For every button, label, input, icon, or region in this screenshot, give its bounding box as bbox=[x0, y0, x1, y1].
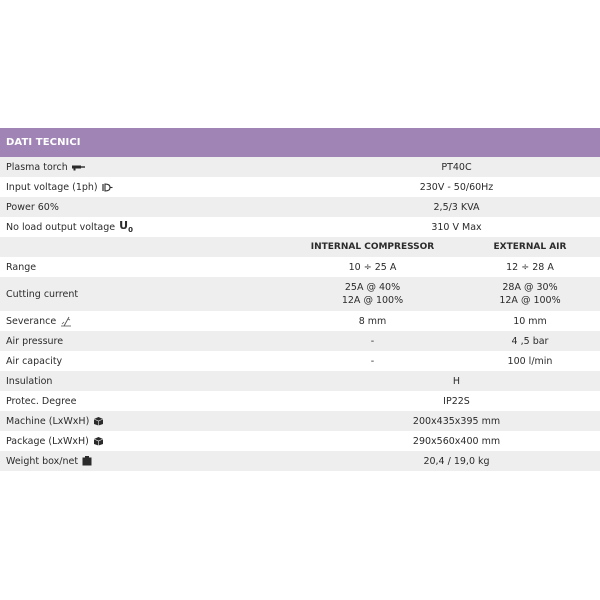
row-value: 310 V Max bbox=[431, 221, 482, 233]
label-text: Power 60% bbox=[6, 201, 59, 213]
row-value: 290x560x400 mm bbox=[412, 435, 501, 447]
row-value: H bbox=[452, 375, 461, 387]
row-label bbox=[0, 182, 285, 193]
tech-specs-table bbox=[0, 128, 600, 471]
row-column-headers bbox=[0, 237, 600, 257]
value-external-air bbox=[460, 281, 600, 307]
row-label bbox=[0, 316, 285, 327]
label-text: Severance bbox=[6, 315, 57, 327]
label-text: Protec. Degree bbox=[6, 395, 77, 407]
value-line: 25A @ 40% bbox=[344, 282, 401, 293]
row-value: 2,5/3 KVA bbox=[433, 201, 480, 213]
value-line: 12A @ 100% bbox=[499, 295, 561, 306]
row-power bbox=[0, 197, 600, 217]
torch-icon bbox=[72, 164, 86, 171]
u0-subscript: 0 bbox=[128, 226, 133, 235]
label-text: Machine (LxWxH) bbox=[6, 415, 90, 427]
value-internal-compressor: - bbox=[370, 355, 375, 367]
row-label bbox=[0, 162, 285, 173]
column-header-internal-compressor: INTERNAL COMPRESSOR bbox=[310, 242, 435, 252]
row-protec-degree bbox=[0, 391, 600, 411]
row-air-capacity bbox=[0, 351, 600, 371]
row-label bbox=[0, 396, 285, 407]
label-text: Plasma torch bbox=[6, 161, 68, 173]
row-label bbox=[0, 262, 285, 273]
row-weight bbox=[0, 451, 600, 471]
label-text: Air pressure bbox=[6, 335, 64, 347]
value-line: 12A @ 100% bbox=[341, 295, 404, 306]
row-severance bbox=[0, 311, 600, 331]
label-text: Insulation bbox=[6, 375, 53, 387]
row-label bbox=[0, 202, 285, 213]
value-internal-compressor: 8 mm bbox=[358, 315, 387, 327]
row-cutting-current bbox=[0, 277, 600, 311]
label-text: No load output voltage bbox=[6, 221, 116, 233]
row-package-size bbox=[0, 431, 600, 451]
row-label bbox=[0, 456, 285, 467]
u0-letter: U bbox=[119, 219, 129, 233]
value-internal-compressor: 10 ÷ 25 A bbox=[348, 261, 397, 273]
label-text: Weight box/net bbox=[6, 455, 79, 467]
value-external-air: 12 ÷ 28 A bbox=[506, 261, 554, 273]
value-external-air: 100 l/min bbox=[507, 355, 553, 367]
row-value: 230V - 50/60Hz bbox=[419, 181, 494, 193]
label-text: Input voltage (1ph) bbox=[6, 181, 98, 193]
severance-icon bbox=[60, 316, 72, 327]
row-label bbox=[0, 436, 285, 447]
section-title: DATI TECNICI bbox=[6, 137, 81, 148]
row-machine-size bbox=[0, 411, 600, 431]
row-label bbox=[0, 416, 285, 427]
row-insulation bbox=[0, 371, 600, 391]
machine-box-icon bbox=[93, 416, 104, 426]
label-text: Range bbox=[6, 261, 37, 273]
value-line: 28A @ 30% bbox=[502, 282, 558, 293]
label-text: Package (LxWxH) bbox=[6, 435, 89, 447]
u0-symbol bbox=[119, 219, 133, 234]
row-label bbox=[0, 289, 285, 300]
row-value: 200x435x395 mm bbox=[412, 415, 501, 427]
row-plasma-torch bbox=[0, 157, 600, 177]
value-external-air: 10 mm bbox=[513, 315, 547, 327]
row-range bbox=[0, 257, 600, 277]
row-value: PT40C bbox=[441, 161, 472, 173]
row-label bbox=[0, 219, 285, 234]
plug-icon bbox=[102, 183, 113, 192]
column-header-external-air: EXTERNAL AIR bbox=[493, 242, 567, 252]
row-value: IP22S bbox=[443, 395, 470, 407]
value-internal-compressor bbox=[285, 281, 460, 307]
weight-icon bbox=[82, 456, 92, 466]
row-label bbox=[0, 376, 285, 387]
value-external-air: 4 ,5 bar bbox=[511, 335, 549, 347]
value-internal-compressor: - bbox=[370, 335, 375, 347]
row-air-pressure bbox=[0, 331, 600, 351]
row-label bbox=[0, 336, 285, 347]
section-header bbox=[0, 128, 600, 157]
row-label bbox=[0, 356, 285, 367]
row-value: 20,4 / 19,0 kg bbox=[423, 455, 490, 467]
row-input-voltage bbox=[0, 177, 600, 197]
label-text: Cutting current bbox=[6, 288, 79, 300]
label-text: Air capacity bbox=[6, 355, 63, 367]
package-box-icon bbox=[93, 436, 104, 446]
row-no-load-voltage bbox=[0, 217, 600, 237]
